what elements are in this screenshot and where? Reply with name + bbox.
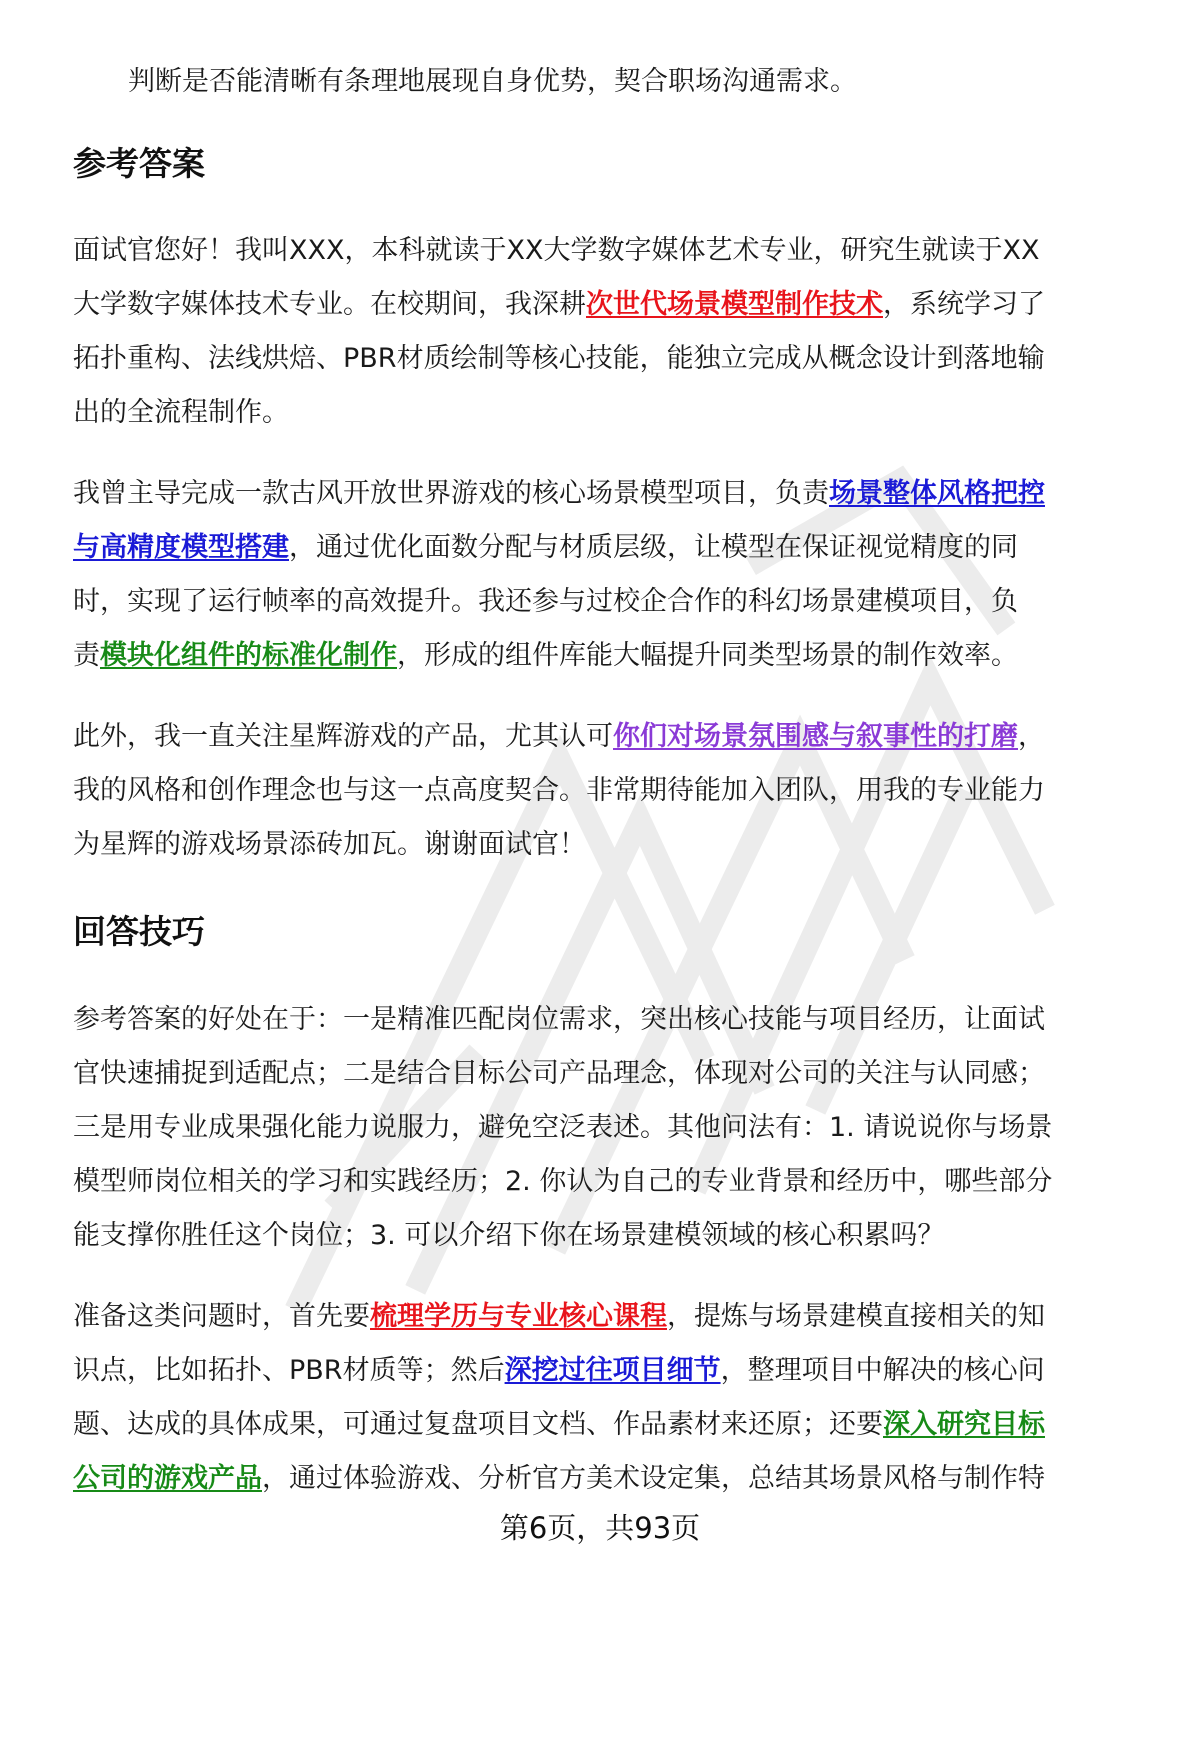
- text-segment: ，通过优化面数分配与材质层级，让模型在保证视觉精度的同: [289, 532, 1018, 563]
- tips-p1-line5: 能支撑你胜任这个岗位；3. 可以介绍下你在场景建模领域的核心积累吗？: [73, 1220, 945, 1251]
- text-segment: 题、达成的具体成果，可通过复盘项目文档、作品素材来还原；还要: [73, 1409, 883, 1440]
- text-segment: ，形成的组件库能大幅提升同类型场景的制作效率。: [397, 640, 1018, 671]
- tips-p2-line2: [73, 1351, 1045, 1391]
- highlight-purple-keyword: 你们对场景氛围感与叙事性的打磨: [613, 721, 1018, 752]
- ref-p2-line4: [73, 636, 1018, 676]
- tips-p1-line1: 参考答案的好处在于：一是精准匹配岗位需求，突出核心技能与项目经历，让面试: [73, 1004, 1045, 1035]
- ref-p2-line1: [73, 474, 1045, 514]
- ref-p1-line1: 面试官您好！我叫XXX，本科就读于XX大学数字媒体艺术专业，研究生就读于XX: [73, 235, 1040, 266]
- ref-p3-line1: [73, 717, 1045, 757]
- ref-p1-line2: [73, 285, 1045, 325]
- text-segment: 识点，比如拓扑、PBR材质等；然后: [73, 1355, 505, 1386]
- highlight-blue-keyword: 场景整体风格把控: [829, 478, 1045, 509]
- tips-p1-line2: 官快速捕捉到适配点；二是结合目标公司产品理念，体现对公司的关注与认同感；: [73, 1058, 1045, 1089]
- highlight-red-keyword: 次世代场景模型制作技术: [586, 289, 883, 320]
- ref-p2-line3: 时，实现了运行帧率的高效提升。我还参与过校企合作的科幻场景建模项目，负: [73, 586, 1018, 617]
- highlight-green-keyword: 深入研究目标: [883, 1409, 1045, 1440]
- tips-p1-line4: 模型师岗位相关的学习和实践经历；2. 你认为自己的专业背景和经历中，哪些部分: [73, 1166, 1053, 1197]
- highlight-blue-keyword: 深挖过往项目细节: [504, 1355, 721, 1386]
- text-segment: 此外，我一直关注星辉游戏的产品，尤其认可: [73, 721, 613, 752]
- text-segment: ，: [1018, 721, 1045, 752]
- text-segment: ，系统学习了: [883, 289, 1045, 320]
- highlight-red-keyword: 梳理学历与专业核心课程: [370, 1301, 667, 1332]
- ref-p1-line3: 拓扑重构、法线烘焙、PBR材质绘制等核心技能，能独立完成从概念设计到落地输: [73, 343, 1045, 374]
- highlight-green-keyword: 公司的游戏产品: [73, 1463, 262, 1494]
- intro-line: 判断是否能清晰有条理地展现自身优势，契合职场沟通需求。: [128, 66, 857, 97]
- tips-p2-line4: [73, 1459, 1045, 1499]
- ref-p1-line4: 出的全流程制作。: [73, 397, 289, 428]
- text-segment: 准备这类问题时，首先要: [73, 1301, 370, 1332]
- heading-reference-answer: 参考答案: [73, 144, 205, 183]
- highlight-green-keyword: 模块化组件的标准化制作: [100, 640, 397, 671]
- text-segment: ，整理项目中解决的核心问: [720, 1355, 1045, 1386]
- tips-p2-line3: [73, 1405, 1045, 1445]
- page-number-footer: 第6页，共93页: [499, 1511, 701, 1545]
- ref-p3-line2: 我的风格和创作理念也与这一点高度契合。非常期待能加入团队，用我的专业能力: [73, 775, 1045, 806]
- text-segment: ，通过体验游戏、分析官方美术设定集，总结其场景风格与制作特: [262, 1463, 1045, 1494]
- text-segment: 大学数字媒体技术专业。在校期间，我深耕: [73, 289, 586, 320]
- heading-answer-tips: 回答技巧: [73, 912, 205, 951]
- tips-p2-line1: [73, 1297, 1045, 1337]
- highlight-blue-keyword: 与高精度模型搭建: [73, 532, 289, 563]
- text-segment: ，提炼与场景建模直接相关的知: [667, 1301, 1045, 1332]
- tips-p1-line3: 三是用专业成果强化能力说服力，避免空泛表述。其他问法有：1. 请说说你与场景: [73, 1112, 1053, 1143]
- text-segment: 我曾主导完成一款古风开放世界游戏的核心场景模型项目，负责: [73, 478, 829, 509]
- ref-p2-line2: [73, 528, 1018, 568]
- text-segment: 责: [73, 640, 100, 671]
- ref-p3-line3: 为星辉的游戏场景添砖加瓦。谢谢面试官！: [73, 829, 586, 860]
